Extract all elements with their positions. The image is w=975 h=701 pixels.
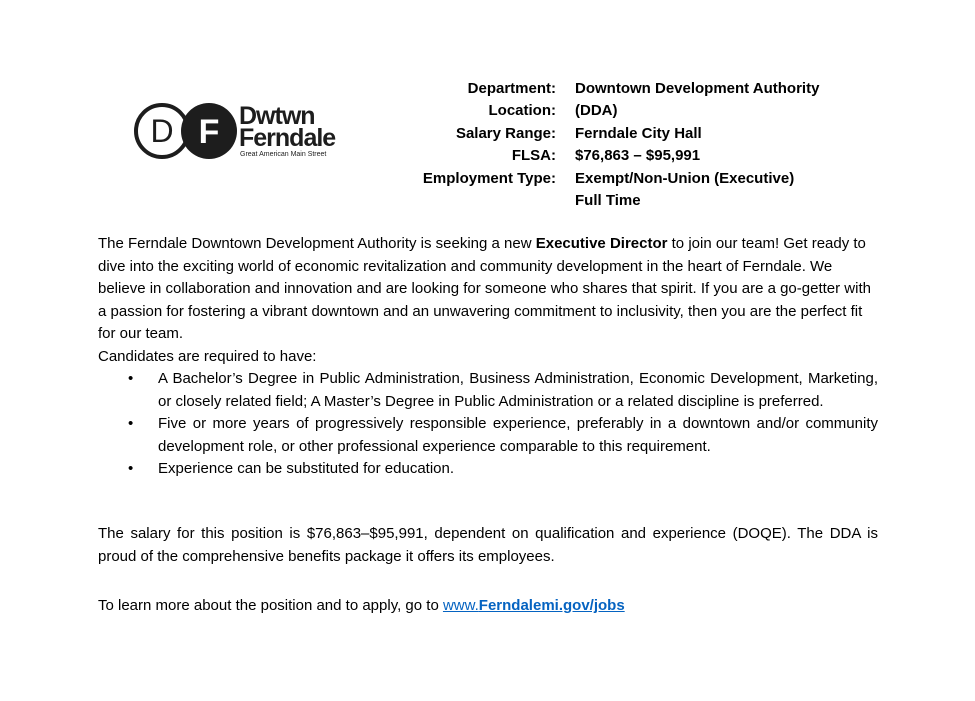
requirement-education: A Bachelor’s Degree in Public Administration, Business Administration, Economic Development, Marketing, or closely related field; A Master’s Degree in Public Administration or a related discipline is preferred.: [158, 370, 878, 410]
value-location: Ferndale City Hall: [575, 124, 702, 142]
requirements-list: [98, 368, 878, 481]
logo-tagline: Great American Main Street: [240, 151, 327, 158]
requirements-lead: Candidates are required to have:: [98, 347, 317, 365]
bullet-icon: •: [128, 415, 134, 432]
value-flsa: Exempt/Non-Union (Executive): [575, 169, 795, 187]
downtown-ferndale-logo: [134, 100, 350, 162]
requirement-experience: Five or more years of progressively responsible experience, preferably in a downtown and/or community development role, or other professional experience comparable to this requirement.: [158, 415, 878, 455]
value-salary-range: $76,863 – $95,991: [575, 147, 701, 165]
jobs-link-prefix: www.: [442, 597, 479, 614]
requirement-substitution: Experience can be substituted for education.: [158, 460, 455, 477]
monogram-right-letter: F: [198, 113, 220, 151]
label-salary-range: Salary Range:: [455, 124, 556, 142]
label-department: Department:: [467, 80, 556, 97]
bullet-icon: •: [128, 460, 134, 477]
value-dda: (DDA): [575, 102, 618, 120]
list-item: [98, 368, 878, 413]
list-item: [98, 413, 878, 458]
jobs-link[interactable]: [443, 597, 625, 614]
df-monogram-icon: [134, 100, 238, 162]
intro-text-end: to join our team! Get ready to dive into the exciting world of economic revitalization and community development in the heart of Ferndale. We believe in collaboration and innovation and are looking for someone who shares that spirit. If you are a go-getter with a passion for fostering a vibrant downtown and an unwavering commitment to inclusivity, then you are the perfect fit for our team.: [98, 235, 871, 342]
info-values: [575, 78, 895, 212]
bullet-icon: •: [128, 370, 134, 387]
learn-more-text: To learn more about the position and to apply, go to: [98, 597, 443, 614]
monogram-left-letter: D: [150, 113, 174, 149]
label-employment-type: Employment Type:: [422, 169, 556, 187]
info-labels: [340, 78, 556, 190]
logo-word-ferndale: Ferndale: [239, 124, 336, 152]
value-department: Downtown Development Authority: [575, 80, 820, 97]
value-employment-type: Full Time: [575, 192, 641, 210]
label-location: Location:: [488, 102, 556, 120]
learn-more-line: [98, 595, 878, 618]
intro-position-title: Executive Director: [535, 235, 668, 252]
jobs-link-domain: Ferndalemi.gov/jobs: [478, 597, 625, 614]
intro-text-start: The Ferndale Downtown Development Authority is seeking a new: [98, 235, 536, 252]
logo-word-dwtwn: Dwtwn: [239, 102, 315, 130]
salary-paragraph: The salary for this position is $76,863–$95,991, dependent on qualification and experience (DOQE). The DDA is proud of the comprehensive benefits package it offers its employees.: [98, 525, 878, 565]
intro-paragraph: [98, 233, 878, 368]
label-flsa: FLSA:: [511, 147, 556, 165]
list-item: [98, 458, 878, 481]
